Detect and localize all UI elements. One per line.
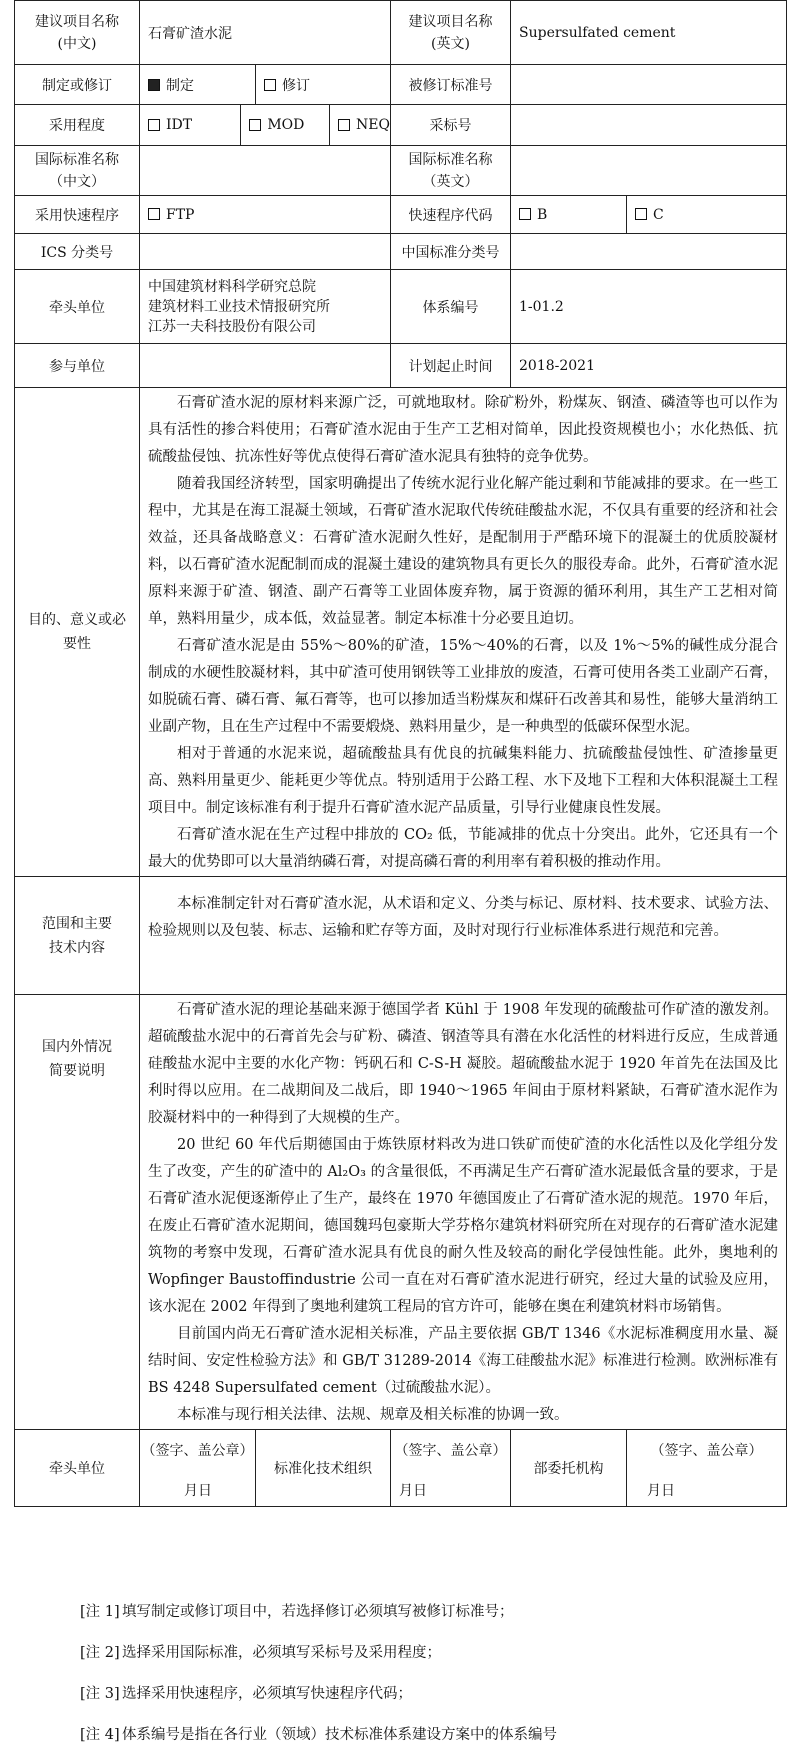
participants-label: 参与单位 xyxy=(15,344,140,388)
row-lead-units xyxy=(15,270,787,344)
purpose-paragraph-3: 石膏矿渣水泥是由 55%～80%的矿渣，15%～40%的石膏，以及 1%～5%的碱性成分混合制成的水硬性胶凝材料，其中矿渣可使用钢铁等工业排放的废渣，石膏可使用各类工业副产石膏，如脱硫石膏、磷石膏、氟石膏等，也可以掺加适当粉煤灰和煤矸石改善其和易性，能够大量消纳工业副产物，且在生产过程中不需要煅烧、熟料用量少，是一种典型的低碳环保型水泥。 xyxy=(148,638,778,735)
fast-track-label: 采用快速程序 xyxy=(15,196,140,234)
checkbox-icon[interactable] xyxy=(148,208,160,220)
row-situation xyxy=(15,995,787,1430)
row-project-name xyxy=(15,1,787,65)
formulate-option[interactable] xyxy=(140,65,256,105)
plan-period-value[interactable]: 2018-2021 xyxy=(511,344,787,388)
row-international-standard xyxy=(15,146,787,196)
fast-track-code-c-label: C xyxy=(653,206,664,223)
plan-period-label: 计划起止时间 xyxy=(391,344,511,388)
row-signatures xyxy=(15,1430,787,1507)
revise-option-label: 修订 xyxy=(282,77,310,94)
situation-paragraph-2: 20 世纪 60 年代后期德国由于炼铁原材料改为进口铁矿而使矿渣的水化活性以及化学组分发生了改变，产生的矿渣中的 Al₂O₃ 的含量很低，不再满足生产石膏矿渣水泥最低含量的要求，于是石膏矿渣水泥便逐渐停止了生产，最终在 1970 年德国废止了石膏矿渣水泥的规范。1970 年后，在废止石膏矿渣水泥期间，德国魏玛包豪斯大学芬格尔建筑材料研究所在对现存的石膏矿渣水泥建筑物的考察中发现，石膏矿渣水泥具有优良的耐久性及较高的耐化学侵蚀性能。此外，奥地利的 Wopfinger Baustoffindustrie 公司一直在对石膏矿渣水泥进行研究，经过大量的试验及应用，该水泥在 2002 年得到了奥地利建筑工程局的官方许可，能够在奥在利建筑材料市场销售。 xyxy=(148,1137,778,1315)
purpose-paragraph-4: 相对于普通的水泥来说，超硫酸盐具有优良的抗碱集料能力、抗硫酸盐侵蚀性、矿渣掺量更高、熟料用量更少、能耗更少等优点。特别适用于公路工程、水下及地下工程和大体积混凝土工程项目中。制定该标准有利于提升石膏矿渣水泥产品质量，引导行业健康良性发展。 xyxy=(148,746,778,816)
ics-label: ICS 分类号 xyxy=(15,234,140,270)
cn-class-value[interactable] xyxy=(511,234,787,270)
lead-units-label: 牵头单位 xyxy=(15,270,140,344)
adoption-number-label: 采标号 xyxy=(391,105,511,146)
checkbox-icon[interactable] xyxy=(249,119,261,131)
adopt-neq-option[interactable] xyxy=(330,105,390,145)
adoption-options xyxy=(140,105,391,146)
signature-ministry-box[interactable] xyxy=(627,1430,787,1507)
purpose-paragraph-1: 石膏矿渣水泥的原材料来源广泛，可就地取材。除矿粉外，粉煤灰、钢渣、磷渣等也可以作为具有活性的掺合料使用；石膏矿渣水泥由于生产工艺相对简单，因此投资规模也小；水化热低、抗硫酸盐侵蚀、抗冻性好等优点使得石膏矿渣水泥具有独特的竞争优势。 xyxy=(148,395,778,465)
adopt-mod-option[interactable] xyxy=(241,105,330,145)
row-fast-track xyxy=(15,196,787,234)
note-1 xyxy=(80,1592,557,1633)
signature-org-date: 月日 xyxy=(399,1483,427,1499)
situation-content[interactable] xyxy=(140,995,787,1430)
note-3-text: 选择采用快速程序，必须填写快速程序代码； xyxy=(122,1686,412,1702)
intl-name-cn-value[interactable] xyxy=(140,146,391,196)
scope-content[interactable] xyxy=(140,877,787,995)
fast-track-code-c[interactable] xyxy=(627,196,787,234)
signature-ministry-date: 月日 xyxy=(647,1483,675,1499)
project-name-cn-label: 建议项目名称 (中文) xyxy=(15,1,140,65)
note-4 xyxy=(80,1715,557,1756)
scope-label: 范围和主要 技术内容 xyxy=(15,877,140,995)
intl-name-en-label: 国际标准名称 （英文） xyxy=(391,146,511,196)
signature-lead-stamp-text: （签字、盖公章） xyxy=(141,1443,254,1459)
revised-standard-label: 被修订标准号 xyxy=(391,65,511,105)
note-2-text: 选择采用国际标准，必须填写采标号及采用程度； xyxy=(122,1645,441,1661)
note-1-text: 填写制定或修订项目中，若选择修订必须填写被修订标准号； xyxy=(122,1604,514,1620)
project-name-en-value[interactable]: Supersulfated cement xyxy=(511,1,787,65)
intl-name-cn-label: 国际标准名称 （中文） xyxy=(15,146,140,196)
revise-option[interactable] xyxy=(256,65,391,105)
note-3-number: [注 3] xyxy=(80,1686,120,1702)
purpose-paragraph-5: 石膏矿渣水泥在生产过程中排放的 CO₂ 低，节能减排的优点十分突出。此外，它还具有一个最大的优势即可以大量消纳磷石膏，对提高磷石膏的利用率有着积极的推动作用。 xyxy=(148,827,778,870)
form-notes xyxy=(80,1592,557,1756)
checkbox-icon[interactable] xyxy=(338,119,350,131)
row-participants xyxy=(15,344,787,388)
fast-track-code-b[interactable] xyxy=(511,196,627,234)
lead-units-list[interactable] xyxy=(140,270,391,344)
project-name-cn-value[interactable]: 石膏矿渣水泥 xyxy=(140,1,391,65)
adoption-degree-label: 采用程度 xyxy=(15,105,140,146)
note-4-text: 体系编号是指在各行业（领域）技术标准体系建设方案中的体系编号 xyxy=(122,1727,557,1743)
checkbox-icon[interactable] xyxy=(148,119,160,131)
signature-org-box[interactable] xyxy=(391,1430,511,1507)
note-2-number: [注 2] xyxy=(80,1645,120,1661)
fast-track-option-label: FTP xyxy=(166,206,195,223)
formulate-revise-label: 制定或修订 xyxy=(15,65,140,105)
fast-track-option[interactable] xyxy=(140,196,391,234)
participants-value[interactable] xyxy=(140,344,391,388)
lead-unit-1: 中国建筑材料科学研究总院 xyxy=(148,278,316,295)
checkbox-icon[interactable] xyxy=(519,208,531,220)
fast-track-code-label: 快速程序代码 xyxy=(391,196,511,234)
signature-ministry-stamp-text: （签字、盖公章） xyxy=(650,1443,763,1459)
situation-label: 国内外情况 简要说明 xyxy=(15,995,140,1430)
proposal-form-table xyxy=(14,0,787,1507)
lead-unit-3: 江苏一夫科技股份有限公司 xyxy=(148,318,316,335)
lead-unit-2: 建筑材料工业技术情报研究所 xyxy=(148,298,330,315)
row-formulate-revise xyxy=(15,65,787,105)
cn-class-label: 中国标准分类号 xyxy=(391,234,511,270)
purpose-label: 目的、意义或必 要性 xyxy=(15,388,140,877)
note-3 xyxy=(80,1674,557,1715)
signature-lead-box[interactable] xyxy=(140,1430,256,1507)
system-number-value[interactable]: 1-01.2 xyxy=(511,270,787,344)
row-purpose xyxy=(15,388,787,877)
signature-lead-date: 月日 xyxy=(184,1483,212,1499)
adopt-idt-label: IDT xyxy=(166,117,193,133)
system-number-label: 体系编号 xyxy=(391,270,511,344)
purpose-content[interactable] xyxy=(140,388,787,877)
note-2 xyxy=(80,1633,557,1674)
signature-ministry-label: 部委托机构 xyxy=(511,1430,627,1507)
purpose-paragraph-2: 随着我国经济转型，国家明确提出了传统水泥行业化解产能过剩和节能减排的要求。在一些工程中，尤其是在海工混凝土领域，石膏矿渣水泥取代传统硅酸盐水泥，不仅具有重要的经济和社会效益，还具备战略意义：石膏矿渣水泥耐久性好，是配制用于严酷环境下的混凝土的优质胶凝材料，以石膏矿渣水泥配制而成的混凝土建设的建筑物具有更长久的服役寿命。此外，石膏矿渣水泥原料来源于矿渣、钢渣、副产石膏等工业固体废弃物，属于资源的循环利用，其生产工艺相对简单，熟料用量少，成本低，效益显著。制定本标准十分必要且迫切。 xyxy=(148,476,778,627)
row-adoption-degree xyxy=(15,105,787,146)
row-scope xyxy=(15,877,787,995)
project-name-en-label: 建议项目名称 (英文) xyxy=(391,1,511,65)
intl-name-en-value[interactable] xyxy=(511,146,787,196)
signature-lead-label: 牵头单位 xyxy=(15,1430,140,1507)
situation-paragraph-4: 本标准与现行相关法律、法规、规章及相关标准的协调一致。 xyxy=(177,1407,569,1423)
checkbox-icon[interactable] xyxy=(635,208,647,220)
checkbox-checked-icon[interactable] xyxy=(148,79,160,91)
scope-paragraph-1: 本标准制定针对石膏矿渣水泥，从术语和定义、分类与标记、原材料、技术要求、试验方法、检验规则以及包装、标志、运输和贮存等方面，及时对现行行业标准体系进行规范和完善。 xyxy=(148,896,778,939)
ics-value[interactable] xyxy=(140,234,391,270)
note-4-number: [注 4] xyxy=(80,1727,120,1743)
situation-paragraph-3: 目前国内尚无石膏矿渣水泥相关标准，产品主要依据 GB/T 1346《水泥标准稠度用水量、凝结时间、安定性检验方法》和 GB/T 31289-2014《海工硅酸盐水泥》标准进行检测。欧洲标准有 BS 4248 Supersulfated cement（过硫酸盐水泥）。 xyxy=(148,1326,778,1396)
fast-track-code-b-label: B xyxy=(537,206,548,223)
signature-org-stamp-text: （签字、盖公章） xyxy=(394,1443,507,1459)
revised-standard-value[interactable] xyxy=(511,65,787,105)
row-ics xyxy=(15,234,787,270)
adopt-neq-label: NEQ xyxy=(356,117,390,133)
adopt-mod-label: MOD xyxy=(267,117,305,133)
checkbox-icon[interactable] xyxy=(264,79,276,91)
signature-org-label: 标准化技术组织 xyxy=(256,1430,391,1507)
formulate-option-label: 制定 xyxy=(166,77,194,94)
adopt-idt-option[interactable] xyxy=(140,105,241,145)
adoption-number-value[interactable] xyxy=(511,105,787,146)
note-1-number: [注 1] xyxy=(80,1604,120,1620)
situation-paragraph-1: 石膏矿渣水泥的理论基础来源于德国学者 Kühl 于 1908 年发现的硫酸盐可作矿渣的激发剂。超硫酸盐水泥中的石膏首先会与矿粉、磷渣、钢渣等具有潜在水化活性的材料进行反应，生成普通硅酸盐水泥中主要的水化产物：钙矾石和 C-S-H 凝胶。超硫酸盐水泥于 1920 年首先在法国及比利时得以应用。在二战期间及二战后，即 1940～1965 年间由于原材料紧缺，石膏矿渣水泥作为胶凝材料中的一种得到了大规模的生产。 xyxy=(148,1002,778,1126)
